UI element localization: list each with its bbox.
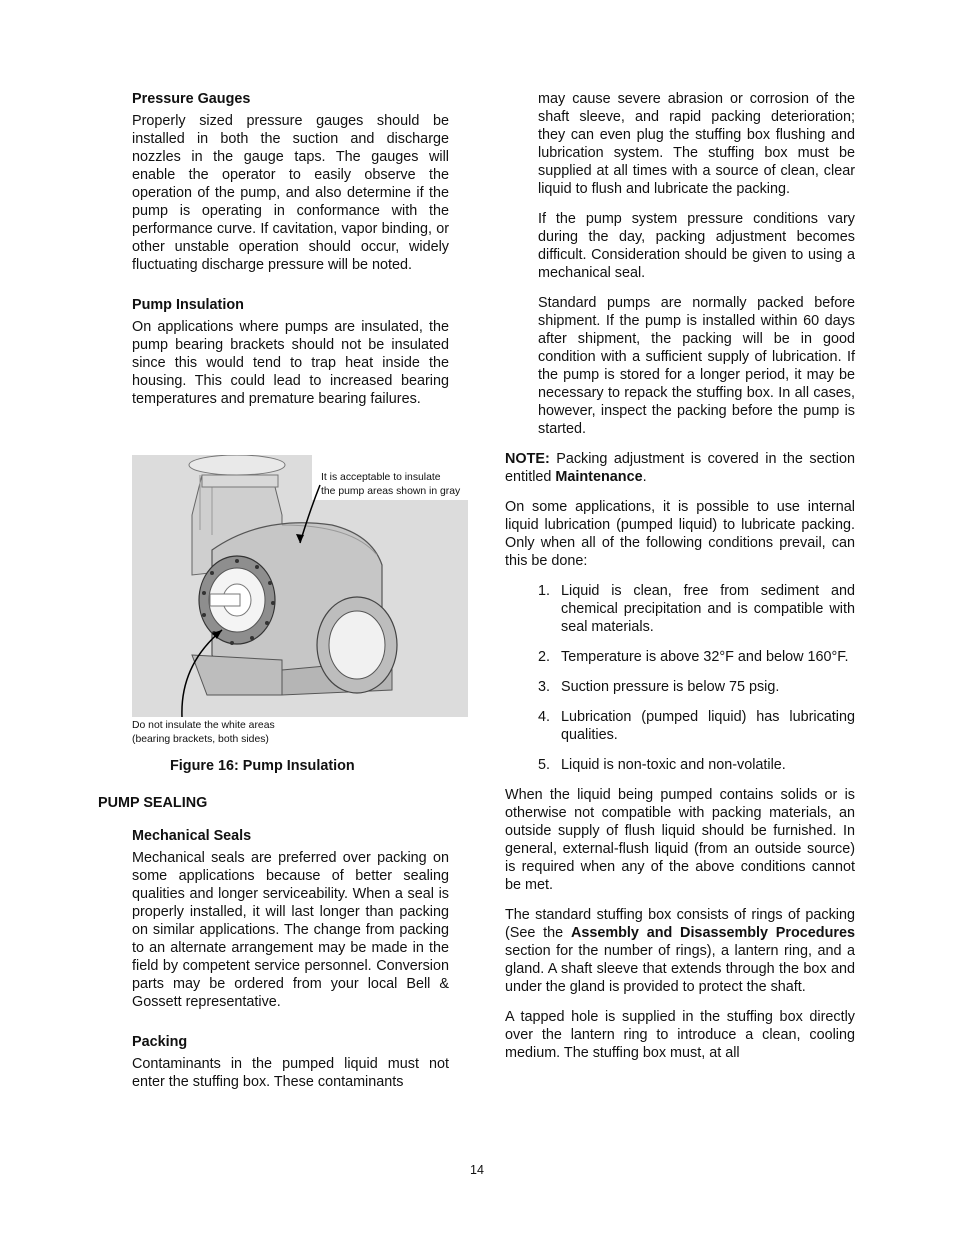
list-item [505, 678, 855, 696]
list-number: 3. [538, 679, 551, 695]
list-number: 2. [538, 649, 551, 665]
right-column [505, 90, 855, 1062]
note-end: . [642, 469, 647, 485]
pressure-gauges-heading: Pressure Gauges [132, 91, 251, 107]
pump-insulation-figure [132, 455, 470, 747]
mechanical-seals-heading: Mechanical Seals [132, 828, 252, 844]
pump-insulation-body: On applications where pumps are insulated, the pump bearing brackets should not be insulated since this would tend to trap heat inside the housing. This could lead to increased bearing temperatures and premature bearing failures. [132, 319, 449, 407]
list-item [505, 648, 855, 666]
right-paragraph-5: On some applications, it is possible to use internal liquid lubrication (pumped liquid) to lubricate packing. Only when all of the following conditions prevail, can this be done: [505, 499, 855, 569]
left-column [132, 90, 449, 408]
list-number: 5. [538, 757, 551, 773]
right-paragraph-3: Standard pumps are normally packed before shipment. If the pump is installed within 60 days after shipment, the packing will be in good condition with a sufficient supply of lubrication. If the pump is stored for a longer period, it may be necessary to repack the stuffing box. In all cases, however, inspect the packing before the pump is started. [538, 295, 855, 437]
callout-white-line-2: (bearing brackets, both sides) [132, 734, 269, 745]
list-text: Suction pressure is below 75 psig. [561, 679, 780, 695]
left-column-lower [132, 827, 449, 1091]
p7-text-a: The standard stuffing box consists of rings of packing (See the [505, 907, 855, 941]
note-label: NOTE: [505, 451, 550, 467]
mechanical-seals-body: Mechanical seals are preferred over packing on some applications because of better sealing qualities and longer serviceability. When a seal is properly installed, it will last longer than packing on similar applications. The change from packing to an alternate arrangement may be made in the field by competent service personnel. Conversion parts may be ordered from your local Bell & Gossett representative. [132, 850, 449, 1010]
note-bold: Maintenance [555, 469, 643, 485]
right-paragraph-6: When the liquid being pumped contains solids or is otherwise not compatible with packing materials, an outside supply of flush liquid should be furnished. In general, external-flush liquid (from an outside source) is required when any of the above conditions cannot be met. [505, 787, 855, 893]
pressure-gauges-body: Properly sized pressure gauges should be installed in both the suction and discharge nozzles in the gauge taps. The gauges will enable the operator to easily observe the operation of the pump, and also determine if the pump is operating in conformance with the performance curve. If cavitation, vapor binding, or other unstable operation should occur, widely fluctuating discharge pressure will be noted. [132, 113, 449, 273]
note-text: Packing adjustment is covered in the section entitled [505, 451, 855, 485]
right-paragraph-7 [505, 906, 855, 996]
pump-illustration [132, 455, 470, 747]
list-item [505, 708, 855, 744]
right-paragraph-1: may cause severe abrasion or corrosion of the shaft sleeve, and rapid packing deterioration; they can even plug the stuffing box flushing and lubrication system. The stuffing box must be supplied at all times with a source of clean, clear liquid to flush and lubricate the packing. [538, 91, 855, 197]
right-paragraph-8: A tapped hole is supplied in the stuffing box directly over the lantern ring to introduce a clean, cooling medium. The stuffing box must, at all [505, 1009, 855, 1061]
page-number: 14 [470, 1163, 484, 1177]
list-text: Lubrication (pumped liquid) has lubricating qualities. [561, 709, 855, 743]
list-text: Liquid is non-toxic and non-volatile. [561, 757, 786, 773]
callout-gray-line-2: the pump areas shown in gray [321, 486, 461, 497]
list-number: 4. [538, 709, 551, 725]
section-title: PUMP SEALING [98, 795, 208, 811]
packing-heading: Packing [132, 1034, 188, 1050]
figure-caption: Figure 16: Pump Insulation [170, 758, 355, 774]
callout-gray-line-1: It is acceptable to insulate [321, 472, 441, 483]
right-paragraph-2: If the pump system pressure conditions vary during the day, packing adjustment becomes difficult. Consideration should be given to using a mechanical seal. [538, 211, 855, 281]
p7-text-b: section for the number of rings), a lantern ring, and a gland. A shaft sleeve that extends through the box and under the gland is provided to protect the shaft. [505, 943, 855, 995]
list-item [505, 756, 855, 774]
note-paragraph [505, 450, 855, 486]
packing-body: Contaminants in the pumped liquid must not enter the stuffing box. These contaminants [132, 1056, 449, 1090]
list-item [505, 582, 855, 636]
list-number: 1. [538, 583, 551, 599]
callout-white-line-1: Do not insulate the white areas [132, 720, 275, 731]
list-text: Temperature is above 32°F and below 160°F. [561, 649, 849, 665]
p7-bold: Assembly and Disassembly Procedures [570, 925, 855, 941]
list-text: Liquid is clean, free from sediment and chemical precipitation and is compatible with seal materials. [561, 583, 855, 635]
pump-insulation-heading: Pump Insulation [132, 297, 244, 313]
conditions-list [505, 582, 855, 774]
